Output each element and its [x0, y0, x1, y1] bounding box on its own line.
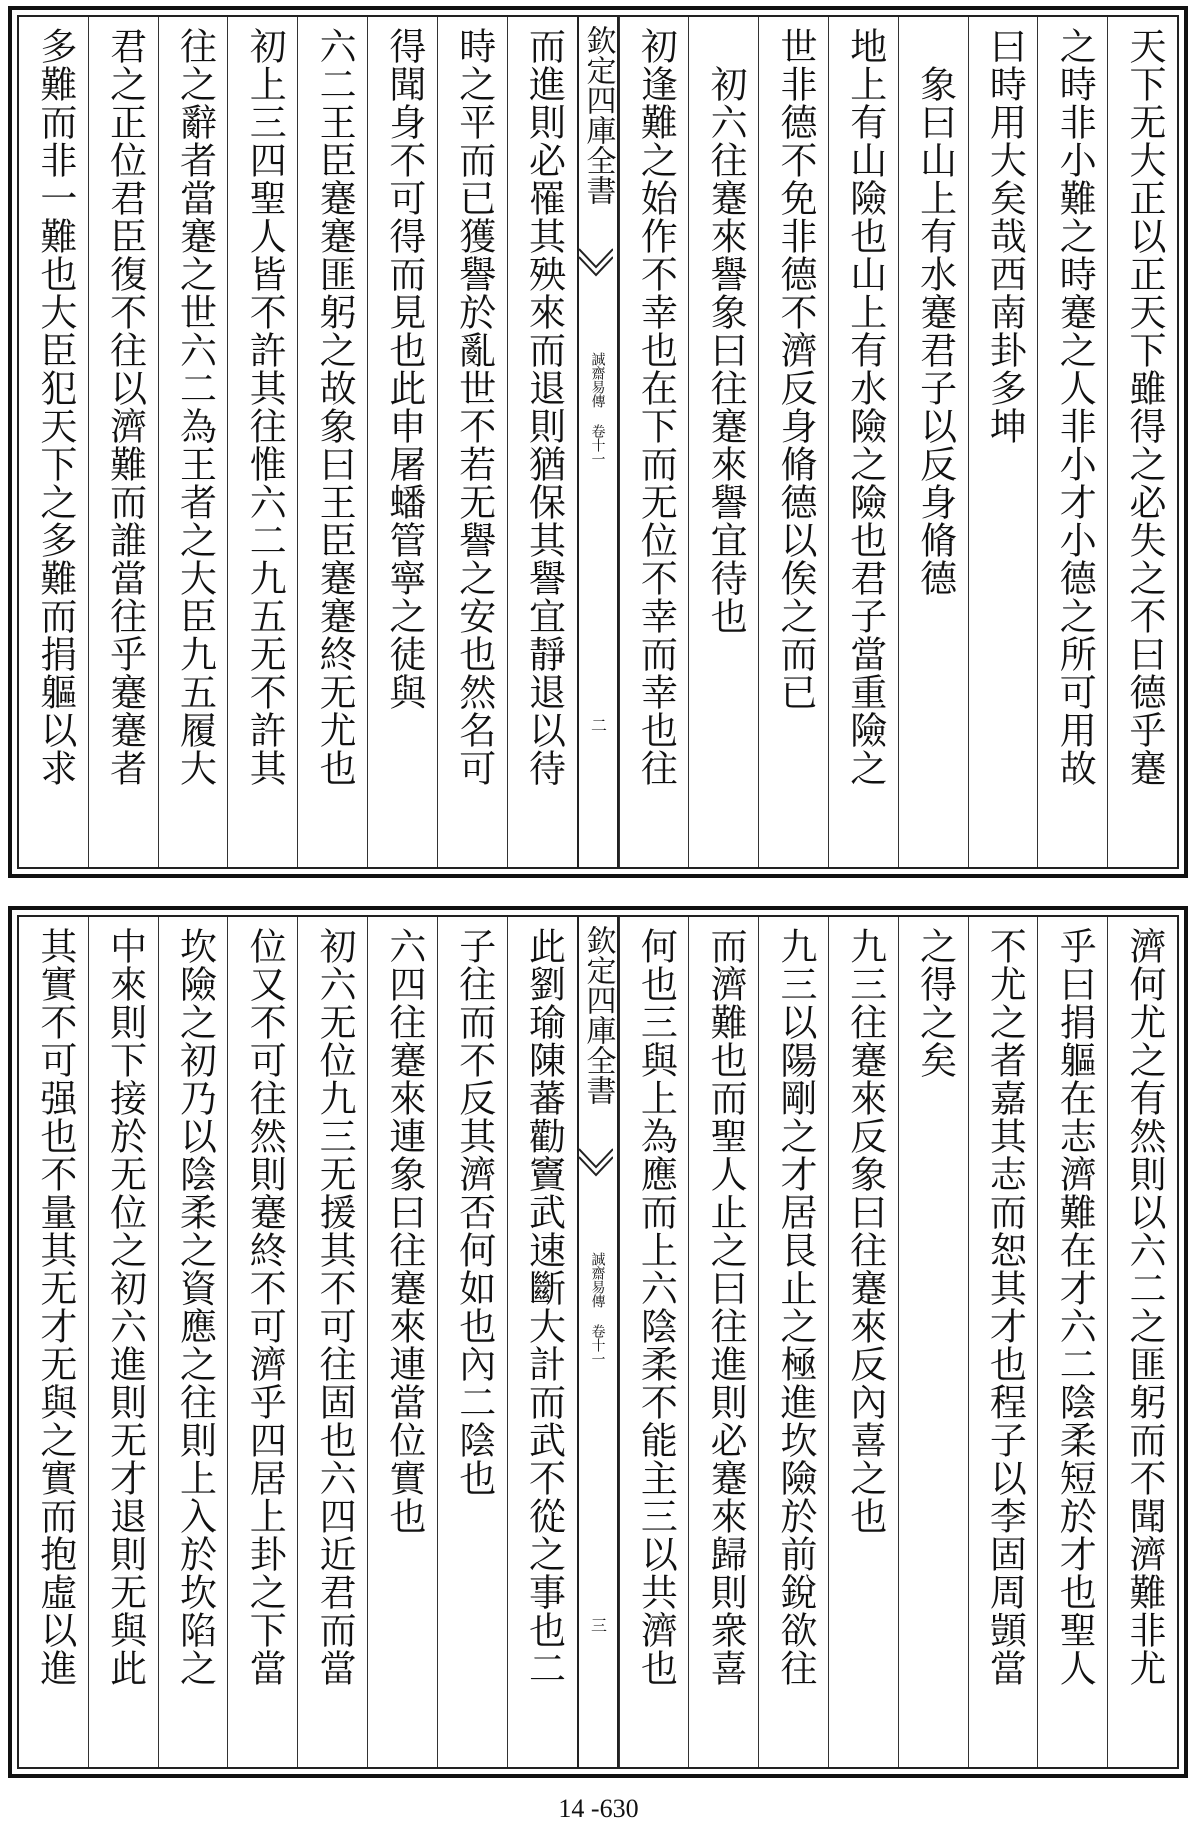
- top-page: [8, 6, 1188, 878]
- leaf-number: 二: [588, 717, 608, 733]
- leaf-number: 三: [588, 1617, 608, 1633]
- text-column: 濟何尤之有然則以六二之匪躬而不聞濟難非尤: [1107, 917, 1177, 1767]
- text-column: 而濟難也而聖人止之曰往進則必蹇來歸則衆喜: [688, 917, 758, 1767]
- volume-label: 誠齋易傳 卷十一: [589, 1252, 606, 1366]
- text-column: 天下无大正以正天下雖得之必失之不曰德乎蹇: [1107, 17, 1177, 867]
- text-column: 之時非小難之時蹇之人非小才小德之所可用故: [1037, 17, 1107, 867]
- center-fold-strip: [577, 917, 619, 1767]
- fish-tail-mark-icon: [579, 247, 613, 287]
- text-column: 九三以陽剛之才居艮止之極進坎險於前銳欲往: [758, 917, 828, 1767]
- text-column: 初逢難之始作不幸也在下而无位不幸而幸也往: [619, 17, 689, 867]
- text-column: 時之平而已獲譽於亂世不若无譽之安也然名可: [437, 17, 507, 867]
- fish-tail-mark-icon: [579, 1147, 613, 1187]
- text-column: 世非德不免非德不濟反身脩德以俟之而已: [758, 17, 828, 867]
- text-column: 地上有山險也山上有水險之險也君子當重險之: [828, 17, 898, 867]
- text-column-heading: 象曰山上有水蹇君子以反身脩德: [898, 17, 968, 867]
- text-column-heading: 六四往蹇來連象曰往蹇來連當位實也: [367, 917, 437, 1767]
- center-fold-strip: [577, 17, 619, 867]
- volume-label: 誠齋易傳 卷十一: [589, 352, 606, 466]
- text-column: 位又不可往然則蹇終不可濟乎四居上卦之下當: [227, 917, 297, 1767]
- bottom-page-frame: [17, 915, 1179, 1769]
- text-column: 而進則必罹其殃來而退則猶保其譽宜靜退以待: [507, 17, 577, 867]
- text-column: 初上三四聖人皆不許其往惟六二九五无不許其: [227, 17, 297, 867]
- text-column: 乎曰捐軀在志濟難在才六二陰柔短於才也聖人: [1037, 917, 1107, 1767]
- text-column: 坎險之初乃以陰柔之資應之往則上入於坎陷之: [158, 917, 228, 1767]
- text-column: 其實不可强也不量其无才无與之實而抱虛以進: [33, 927, 77, 1687]
- text-column: 曰時用大矣哉西南卦多坤: [968, 17, 1038, 867]
- text-column: 中來則下接於无位之初六進則无才退則无與此: [88, 917, 158, 1767]
- text-column-heading: 初六往蹇來譽象曰往蹇來譽宜待也: [688, 17, 758, 867]
- text-column: 何也三與上為應而上六陰柔不能主三以共濟也: [619, 917, 689, 1767]
- text-column-heading: 九三往蹇來反象曰往蹇來反內喜之也: [828, 917, 898, 1767]
- page-footer-number: 14 -630: [558, 1794, 639, 1823]
- text-column: 子往而不反其濟否何如也內二陰也: [437, 917, 507, 1767]
- top-page-frame: [17, 15, 1179, 869]
- text-column: 不尤之者嘉其志而恕其才也程子以李固周顗當: [968, 917, 1038, 1767]
- text-column: 君之正位君臣復不往以濟難而誰當往乎蹇蹇者: [88, 17, 158, 867]
- text-column: 初六无位九三无援其不可往固也六四近君而當: [297, 917, 367, 1767]
- text-column-heading: 六二王臣蹇蹇匪躬之故象曰王臣蹇蹇終无尤也: [297, 17, 367, 867]
- text-column: 得聞身不可得而見也此申屠蟠管寧之徒與: [367, 17, 437, 867]
- text-column: 之得之矣: [898, 917, 968, 1767]
- text-column: 往之辭者當蹇之世六二為王者之大臣九五履大: [158, 17, 228, 867]
- book-title: 欽定四庫全書: [580, 925, 616, 1105]
- bottom-page: [8, 906, 1188, 1778]
- text-column: 多難而非一難也大臣犯天下之多難而捐軀以求: [33, 27, 77, 787]
- book-title: 欽定四庫全書: [580, 25, 616, 205]
- text-column: 此劉瑜陳蕃勸竇武速斷大計而武不從之事也二: [507, 917, 577, 1767]
